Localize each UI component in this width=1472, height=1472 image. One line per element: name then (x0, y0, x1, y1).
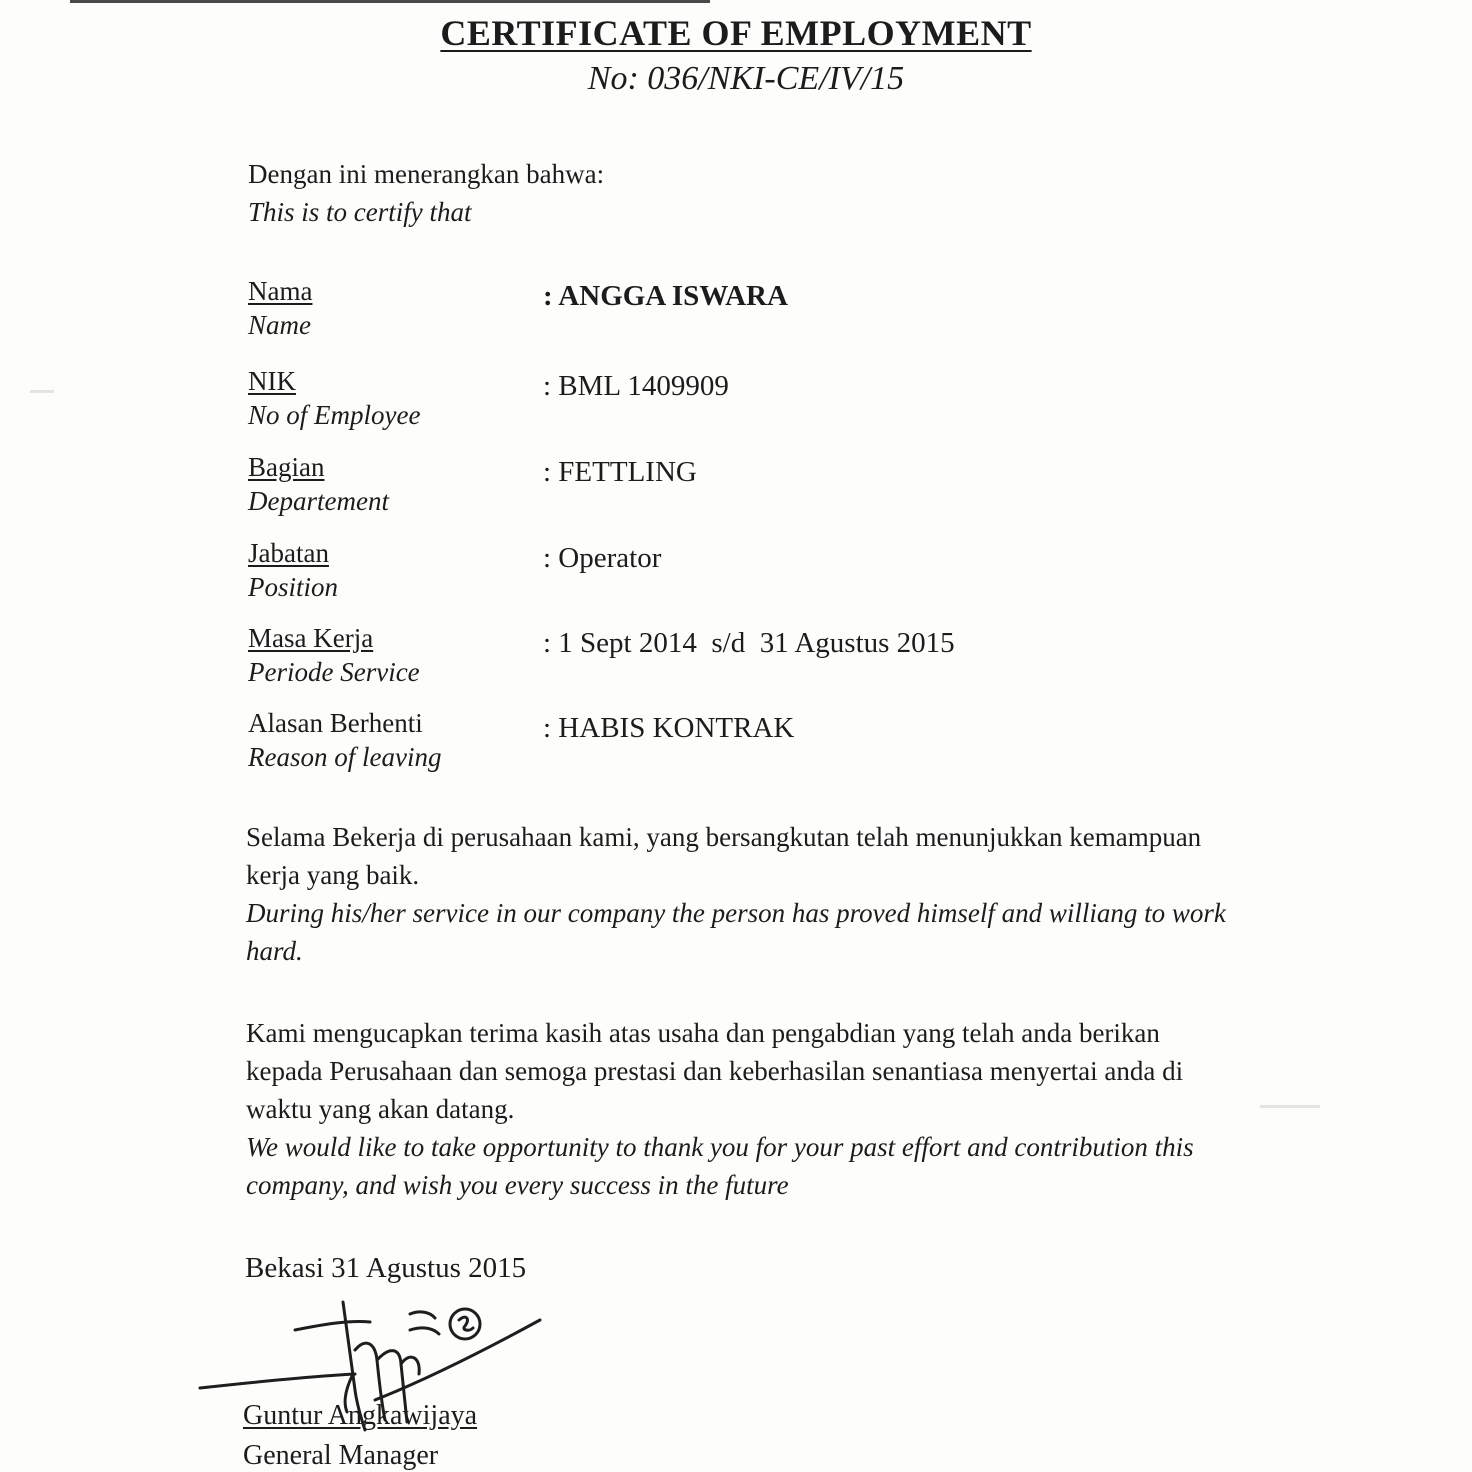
field-reason-leaving (248, 708, 1248, 788)
place-date: Bekasi 31 Agustus 2015 (245, 1252, 527, 1284)
field-label-id: Masa Kerja (248, 623, 374, 653)
paragraph-id: Selama Bekerja di perusahaan kami, yang bersangkutan telah menunjukkan kemampuan kerja yang baik. (246, 822, 1202, 890)
paragraph-en: During his/her service in our company the person has proved himself and williang to work hard. (246, 898, 1226, 966)
field-label-id: Alasan Berhenti (248, 708, 423, 738)
field-label-en: Reason of leaving (248, 742, 442, 772)
field-value: : FETTLING (543, 456, 697, 488)
field-employee-number (248, 366, 1248, 446)
field-value: : BML 1409909 (543, 370, 729, 402)
field-label-en: Departement (248, 486, 389, 516)
scan-smudge (30, 390, 54, 393)
certificate-number: No: 036/NKI-CE/IV/15 (587, 60, 905, 97)
field-period-service (248, 623, 1248, 703)
intro-id: Dengan ini menerangkan bahwa: (248, 159, 605, 189)
field-label-id: Bagian (248, 452, 325, 482)
intro (248, 155, 604, 231)
intro-en: This is to certify that (248, 197, 472, 227)
field-label-en: Name (248, 310, 311, 340)
field-value: : ANGGA ISWARA (543, 280, 788, 312)
signatory-title: General Manager (243, 1440, 439, 1471)
performance-paragraph (246, 818, 1236, 970)
signatory-name: Guntur Angkawijaya (243, 1400, 478, 1431)
field-department (248, 452, 1248, 532)
paragraph-en: We would like to take opportunity to thank you for your past effort and contribution this company, and wish you every success in the future (246, 1132, 1194, 1200)
paragraph-id: Kami mengucapkan terima kasih atas usaha dan pengabdian yang telah anda berikan kepada Perusahaan dan semoga prestasi dan keberhasilan senantiasa menyertai anda di waktu yang akan datang. (246, 1018, 1184, 1124)
field-position (248, 538, 1248, 618)
scan-smudge (1260, 1105, 1320, 1108)
field-label-en: Position (248, 572, 339, 602)
field-value: : HABIS KONTRAK (543, 712, 795, 744)
top-rule (70, 0, 710, 3)
field-value: : 1 Sept 2014 s/d 31 Agustus 2015 (543, 627, 955, 659)
thanks-paragraph (246, 1014, 1236, 1204)
field-label-en: Periode Service (248, 657, 420, 687)
certificate-title (0, 12, 1472, 54)
field-label-id: NIK (248, 366, 296, 396)
field-label-id: Nama (248, 276, 313, 306)
field-label-en: No of Employee (248, 400, 421, 430)
field-name (248, 276, 1248, 356)
field-label-id: Jabatan (248, 538, 329, 568)
field-value: : Operator (543, 542, 662, 574)
certificate-title-text: CERTIFICATE OF EMPLOYMENT (440, 13, 1032, 53)
